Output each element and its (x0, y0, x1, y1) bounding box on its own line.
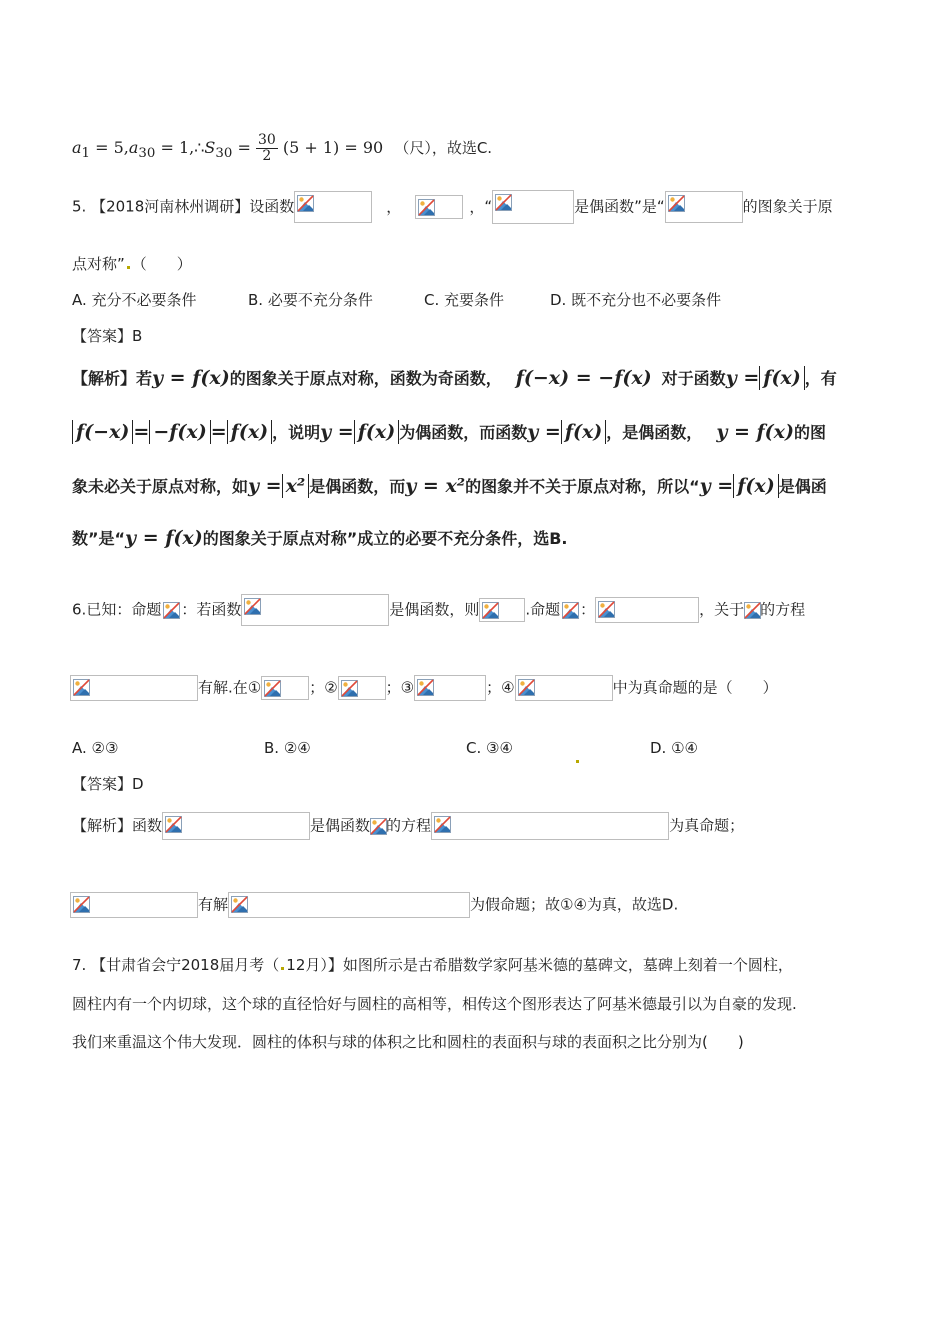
q7-line1: 7. 【甘肃省会宁2018届月考（ 12月）】如图所示是古希腊数学家阿基米德的墓碑文，墓碑上刻着一个圆柱， (72, 956, 793, 974)
formula-image-placeholder (228, 892, 470, 918)
formula-image-placeholder (338, 676, 386, 700)
fraction: $\frac{30}{2}$ (257, 132, 276, 164)
mark-dot (574, 746, 581, 770)
eq3: (5 + 1) = 90 (282, 138, 384, 157)
formula-image-placeholder (431, 812, 669, 840)
formula-image-placeholder (161, 599, 181, 621)
broken-image-icon (165, 816, 182, 833)
option-c: C. 充要条件 (424, 291, 505, 309)
subscript-30-b: 30 (215, 146, 233, 162)
broken-image-icon (482, 602, 499, 619)
option-c: C. ③④ (466, 739, 513, 757)
q5-lead: 设函数 (249, 197, 295, 216)
formula-image-placeholder (70, 675, 198, 701)
formula-image-placeholder (595, 597, 699, 623)
option-a: A. ②③ (72, 739, 119, 757)
q5-source: 【2018河南林州调研】 (91, 197, 250, 216)
broken-image-icon (73, 896, 90, 913)
comma: ， (386, 197, 402, 216)
quote-open: “ (484, 197, 493, 216)
abs-fx: f(x) (759, 366, 804, 390)
formula-image-placeholder (70, 892, 198, 918)
broken-image-icon (744, 602, 761, 619)
q6-analysis-line1: 【解析】函数 是偶函数 的方程 为真命题； (72, 812, 744, 840)
q5-is-even: 是偶函数”是“ (574, 197, 665, 216)
option-a: A. 充分不必要条件 (72, 291, 197, 309)
abs-fx-2: f(x) (227, 420, 272, 444)
formula-image-placeholder (370, 815, 386, 837)
broken-image-icon (231, 896, 248, 913)
formula-image-placeholder (744, 599, 760, 621)
broken-image-icon (668, 195, 685, 212)
q5-analysis-line4: 数”是“y = f(x)的图象关于原点对称”成立的必要不充分条件，选B. (72, 527, 568, 549)
q6-answer: 【答案】D (72, 775, 144, 793)
broken-image-icon (341, 680, 358, 697)
formula-image-placeholder (560, 599, 580, 621)
formula-image-placeholder (241, 594, 389, 626)
q5-stem-line1 (72, 190, 833, 224)
formula-image-placeholder (492, 190, 574, 224)
mark-dot (281, 967, 284, 970)
q7-line3: 我们来重温这个伟大发现．圆柱的体积与球的体积之比和圆柱的表面积与球的表面积之比分别为( ) (72, 1033, 744, 1051)
broken-image-icon (297, 195, 314, 212)
q4-conclusion-line: $a_1 = 5,a_{30}$ = $1,\therefore S_{30}$ = $\frac{30}{2}$ (5 + 1) = 90 （尺），故选C. (72, 132, 493, 164)
formula-image-placeholder (415, 195, 463, 219)
q5-number: 5. (72, 197, 87, 216)
broken-image-icon (495, 194, 512, 211)
a-symbol-2: a (128, 138, 139, 157)
analysis-label: 【解析】 (72, 369, 137, 388)
q6-stem-line1: 6.已知：命题 ：若函数 是偶函数，则 .命题 ： ，关于 的方程 (72, 594, 805, 626)
broken-image-icon (434, 816, 451, 833)
option-b: B. 必要不充分条件 (248, 291, 373, 309)
q5-line2: 点对称” (72, 255, 125, 273)
abs-x2: x² (282, 474, 310, 498)
formula-image-placeholder (479, 598, 525, 622)
broken-image-icon (598, 601, 615, 618)
broken-image-icon (518, 679, 535, 696)
q5-analysis-line2: f(−x) = −f(x) = f(x) ，说明y = f(x) 为偶函数，而函数y = f(x) ，是偶函数， y = f(x)的图 (72, 420, 826, 445)
broken-image-icon (73, 679, 90, 696)
formula-image-placeholder (294, 191, 372, 223)
option-d: D. ①④ (650, 739, 699, 757)
q5-answer: 【答案】B (72, 327, 143, 345)
q5-stem-line2 (72, 252, 192, 276)
q5-analysis-line3: 象未必关于原点对称，如y = x² 是偶函数，而y = x²的图象并不关于原点对称，所以“y = f(x) 是偶函 (72, 475, 827, 497)
subscript-30: 30 (138, 146, 156, 162)
broken-image-icon (417, 679, 434, 696)
broken-image-icon (264, 680, 281, 697)
eq2: = 1,∴ (155, 138, 205, 157)
mark-dot (127, 266, 130, 269)
abs-f-neg-x: f(−x) (72, 420, 133, 444)
broken-image-icon (418, 199, 435, 216)
formula-image-placeholder (162, 812, 310, 840)
formula-image-placeholder (665, 191, 743, 223)
broken-image-icon (163, 602, 180, 619)
q7-line2: 圆柱内有一个内切球，这个球的直径恰好与圆柱的高相等，相传这个图形表达了阿基米德最引以为自豪的发现. (72, 995, 797, 1013)
q4-tail: （尺），故选C. (394, 139, 493, 157)
q5-paren: （ ） (131, 255, 192, 273)
abs-neg-fx: −f(x) (149, 420, 210, 444)
q6-analysis-line2: 有解 为假命题；故①④为真，故选D. (70, 892, 678, 918)
eq1: = 5, (90, 138, 129, 157)
option-d: D. 既不充分也不必要条件 (550, 291, 722, 309)
math-odd-def: f(−x) = −f(x) (515, 367, 652, 389)
a-symbol: a (72, 138, 82, 157)
broken-image-icon (244, 598, 261, 615)
comma: ， (469, 197, 485, 216)
formula-image-placeholder (515, 675, 613, 701)
broken-image-icon (370, 818, 387, 835)
formula-image-placeholder (261, 676, 309, 700)
subscript-1: 1 (81, 146, 91, 162)
s-symbol: S (204, 138, 216, 157)
option-b: B. ②④ (264, 739, 311, 757)
q6-stem-line2: 有解.在① ；② ；③ ；④ 中为真命题的是（ ） (70, 675, 778, 701)
q5-analysis-line1: 【解析】若y = f(x)的图象关于原点对称，函数为奇函数， f(−x) = −f(x) 对于函数y = f(x) ，有 (72, 367, 837, 389)
formula-image-placeholder (414, 675, 486, 701)
broken-image-icon (562, 602, 579, 619)
q5-graph-sym: 的图象关于原 (742, 197, 833, 216)
math-y-fx: y = f(x) (152, 367, 230, 389)
